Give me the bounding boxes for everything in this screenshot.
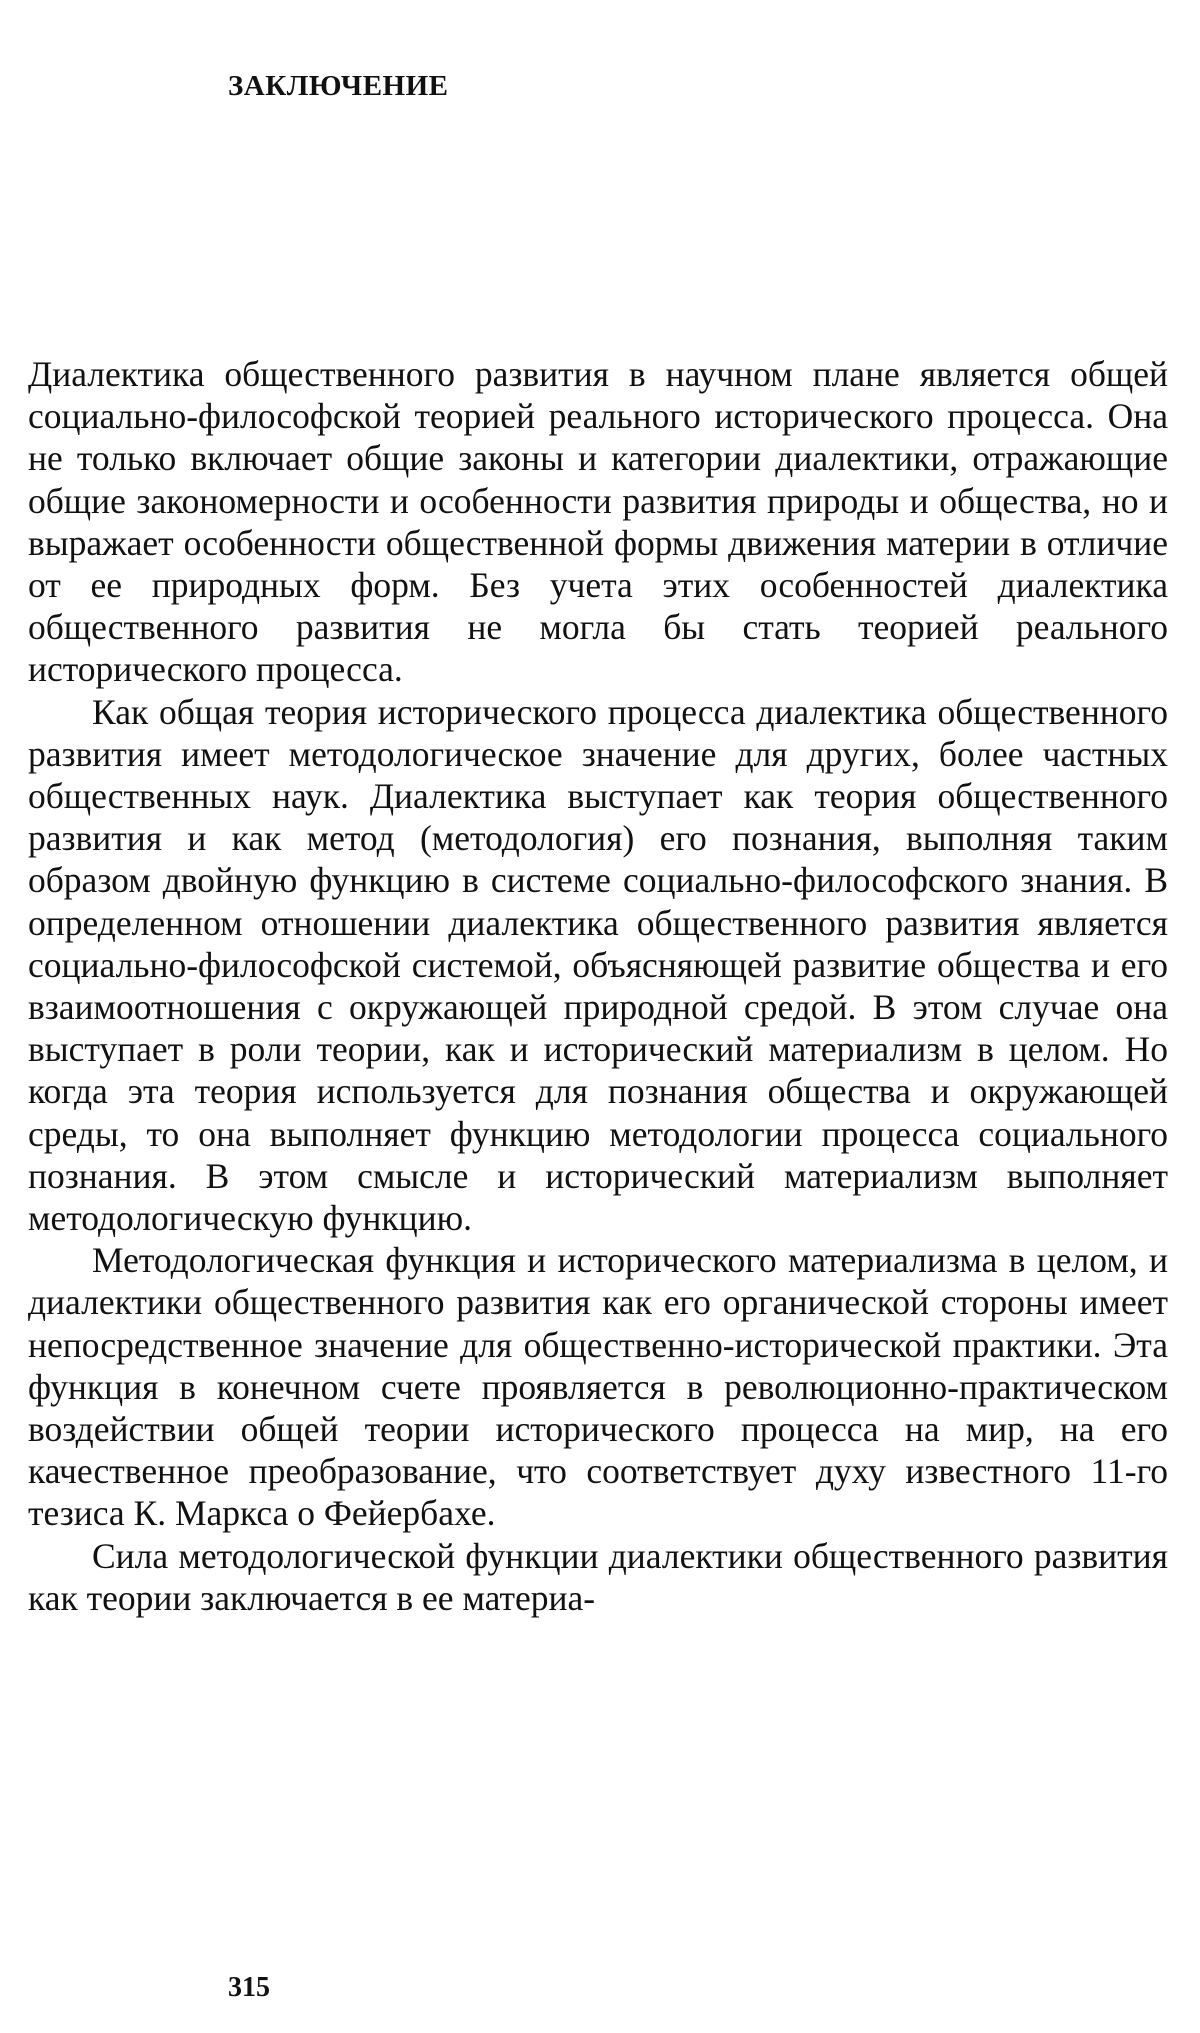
paragraph-4: Сила методологической функции диалектики общественного развития как теории заключается в ее материа- — [28, 1535, 1168, 1618]
paragraph-2: Как общая теория исторического процесса диалектика общественного развития имеет методологическое значение для других, более частных общественных наук. Диалектика выступает как теория общественного развития и как метод (методология) его познания, выполняя таким образом двойную функцию в системе социально-философского знания. В определенном отношении диалектика общественного развития является социально-философской системой, объясняющей развитие общества и его взаимоотношения с окружающей природной средой. В этом случае она выступает в роли теории, как и исторический материализм в целом. Но когда эта теория используется для познания общества и окружающей среды, то она выполняет функцию методологии процесса социального познания. В этом смысле и исторический материализм выполняет методологическую функцию. — [28, 691, 1168, 1239]
chapter-heading: ЗАКЛЮЧЕНИЕ — [228, 70, 449, 102]
body-text — [28, 353, 1168, 1619]
page-number: 315 — [228, 1972, 270, 2003]
paragraph-3: Методологическая функция и исторического материализма в целом, и диалектики общественного развития как его органической стороны имеет непосредственное значение для общественно-исторической практики. Эта функция в конечном счете проявляется в революционно-практическом воздействии общей теории исторического процесса на мир, на его качественное преобразование, что соответствует духу известного 11-го тезиса К. Маркса о Фейербахе. — [28, 1240, 1168, 1534]
paragraph-1: Диалектика общественного развития в научном плане является общей социально-философской теорией реального исторического процесса. Она не только включает общие законы и категории диалектики, отражающие общие закономерности и особенности развития природы и общества, но и выражает особенности общественной формы движения материи в отличие от ее природных форм. Без учета этих особенностей диалектика общественного развития не могла бы стать теорией реального исторического процесса. — [28, 354, 1168, 690]
